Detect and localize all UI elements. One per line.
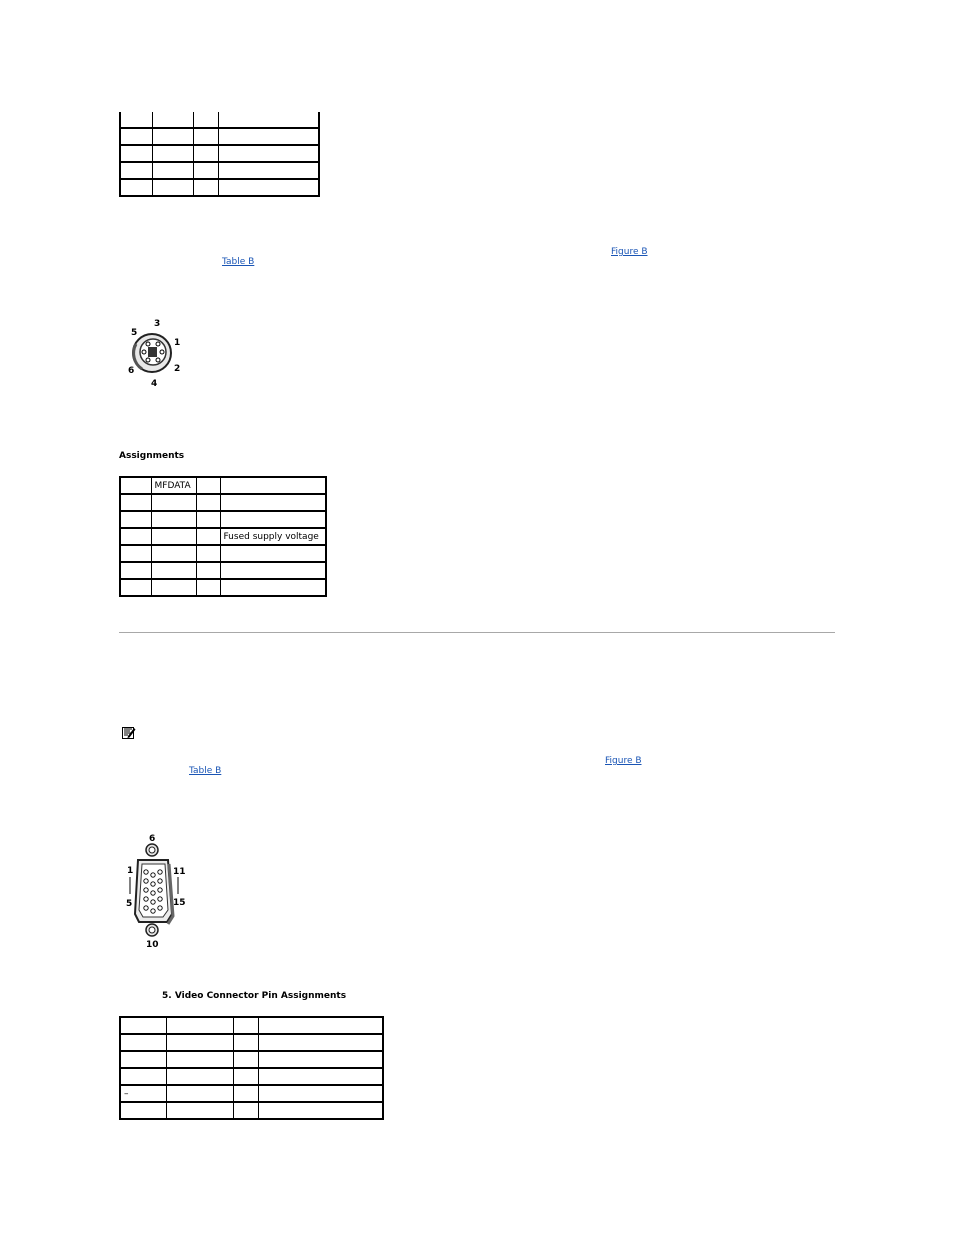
video-pin-label-10: 10: [146, 940, 159, 950]
table-cell: [120, 1034, 166, 1051]
table-cell: [220, 511, 326, 528]
table-cell: [166, 1017, 233, 1034]
table-cell: [196, 477, 220, 494]
table-cell: [120, 162, 152, 179]
table-row: [120, 1017, 383, 1034]
table-cell: [120, 579, 151, 596]
table-cell: [120, 128, 152, 145]
table-b-link[interactable]: Table B: [222, 257, 255, 267]
section-divider: [119, 632, 835, 633]
ps2-pin-label-3: 3: [154, 319, 161, 329]
table-cell: [152, 179, 193, 196]
table-row: [120, 1085, 383, 1102]
table-row: [120, 179, 319, 196]
table-cell: [151, 545, 196, 562]
table-cell: [120, 1102, 166, 1119]
table-cell: [193, 128, 218, 145]
video-connector-shape: [130, 844, 178, 936]
table-row: [120, 1034, 383, 1051]
table-cell: [152, 112, 193, 128]
table-cell: [166, 1085, 233, 1102]
table-cell: –: [120, 1085, 166, 1102]
table-cell: [166, 1051, 233, 1068]
ps2-table-caption: Assignments: [119, 451, 185, 461]
table-cell: [258, 1068, 383, 1085]
table-cell: [196, 511, 220, 528]
table-cell: [233, 1085, 258, 1102]
table-row: [120, 477, 326, 494]
table-cell: [233, 1102, 258, 1119]
figure-b-link[interactable]: Figure B: [611, 247, 648, 257]
table-row: [120, 1051, 383, 1068]
ps2-pin-table-body: [120, 477, 326, 596]
table-cell: [258, 1102, 383, 1119]
ps2-pin-label-4: 4: [151, 379, 158, 388]
ps2-pin-table: [119, 476, 327, 597]
table-cell: [196, 494, 220, 511]
table-row: [120, 579, 326, 596]
table-cell: [220, 562, 326, 579]
table-cell: [120, 528, 151, 545]
table-cell: [220, 477, 326, 494]
table-cell: [151, 562, 196, 579]
table-cell: [193, 145, 218, 162]
table-cell: [258, 1051, 383, 1068]
table-cell: [152, 145, 193, 162]
table-cell: MFDATA: [151, 477, 196, 494]
table-cell: [193, 112, 218, 128]
table-cell: [120, 1068, 166, 1085]
table-cell: [120, 562, 151, 579]
table-cell: [120, 511, 151, 528]
table-row: [120, 511, 326, 528]
table-cell: [196, 545, 220, 562]
table-cell: [220, 494, 326, 511]
table-cell: [233, 1068, 258, 1085]
table-cell: [258, 1085, 383, 1102]
video-pin-table-body: [120, 1017, 383, 1119]
table-cell: [218, 112, 319, 128]
table-row: [120, 1102, 383, 1119]
table-cell: [152, 162, 193, 179]
table-row: [120, 162, 319, 179]
video-table-caption: 5. Video Connector Pin Assignments: [162, 991, 347, 1001]
table-cell: [218, 145, 319, 162]
table-row: [120, 494, 326, 511]
table-cell: [166, 1102, 233, 1119]
video-connector-diagram: [122, 830, 188, 952]
table-cell: [120, 1017, 166, 1034]
table-cell: [120, 545, 151, 562]
table-cell: [151, 528, 196, 545]
table-cell: [166, 1034, 233, 1051]
table-cell: [220, 545, 326, 562]
table-cell: [218, 162, 319, 179]
video-pin-label-5: 5: [126, 899, 133, 909]
table-cell: [151, 511, 196, 528]
table-cell: Fused supply voltage: [220, 528, 326, 545]
note-icon: [122, 726, 136, 739]
table-cell: [220, 579, 326, 596]
table-row: [120, 545, 326, 562]
table-cell: [196, 528, 220, 545]
ps2-pin-label-5: 5: [131, 328, 138, 338]
figure-b-link-2[interactable]: Figure B: [605, 756, 642, 766]
ps2-pin-label-2: 2: [174, 364, 181, 374]
table-row: [120, 145, 319, 162]
table-row: [120, 1068, 383, 1085]
table-row: [120, 128, 319, 145]
table-cell: [218, 179, 319, 196]
table-cell: [258, 1034, 383, 1051]
table-b-link-2[interactable]: Table B: [189, 766, 222, 776]
table-cell: [120, 477, 151, 494]
video-pin-label-6: 6: [149, 834, 156, 844]
table-cell: [166, 1068, 233, 1085]
table-cell: [193, 162, 218, 179]
table-cell: [151, 579, 196, 596]
ps2-connector-shape: [133, 334, 171, 372]
table-cell: [193, 179, 218, 196]
table-cell: [218, 128, 319, 145]
table-row: [120, 528, 326, 545]
serial-pin-table-body: [120, 112, 319, 196]
table-cell: [120, 1051, 166, 1068]
table-cell: [152, 128, 193, 145]
table-cell: [120, 179, 152, 196]
video-pin-label-15: 15: [173, 898, 186, 908]
ps2-pin-label-6: 6: [128, 366, 135, 376]
serial-pin-table: [119, 112, 320, 197]
table-cell: [196, 579, 220, 596]
table-cell: [233, 1017, 258, 1034]
ps2-connector-diagram: [122, 316, 188, 388]
video-pin-label-1: 1: [127, 866, 134, 876]
table-row: [120, 112, 319, 128]
table-cell: [120, 112, 152, 128]
table-cell: [233, 1034, 258, 1051]
table-cell: [151, 494, 196, 511]
table-cell: [233, 1051, 258, 1068]
table-cell: [120, 145, 152, 162]
ps2-pin-label-1: 1: [174, 338, 181, 348]
video-pin-label-11: 11: [173, 867, 186, 877]
table-cell: [196, 562, 220, 579]
video-pin-table: [119, 1016, 384, 1120]
table-cell: [258, 1017, 383, 1034]
table-cell: [120, 494, 151, 511]
table-row: [120, 562, 326, 579]
